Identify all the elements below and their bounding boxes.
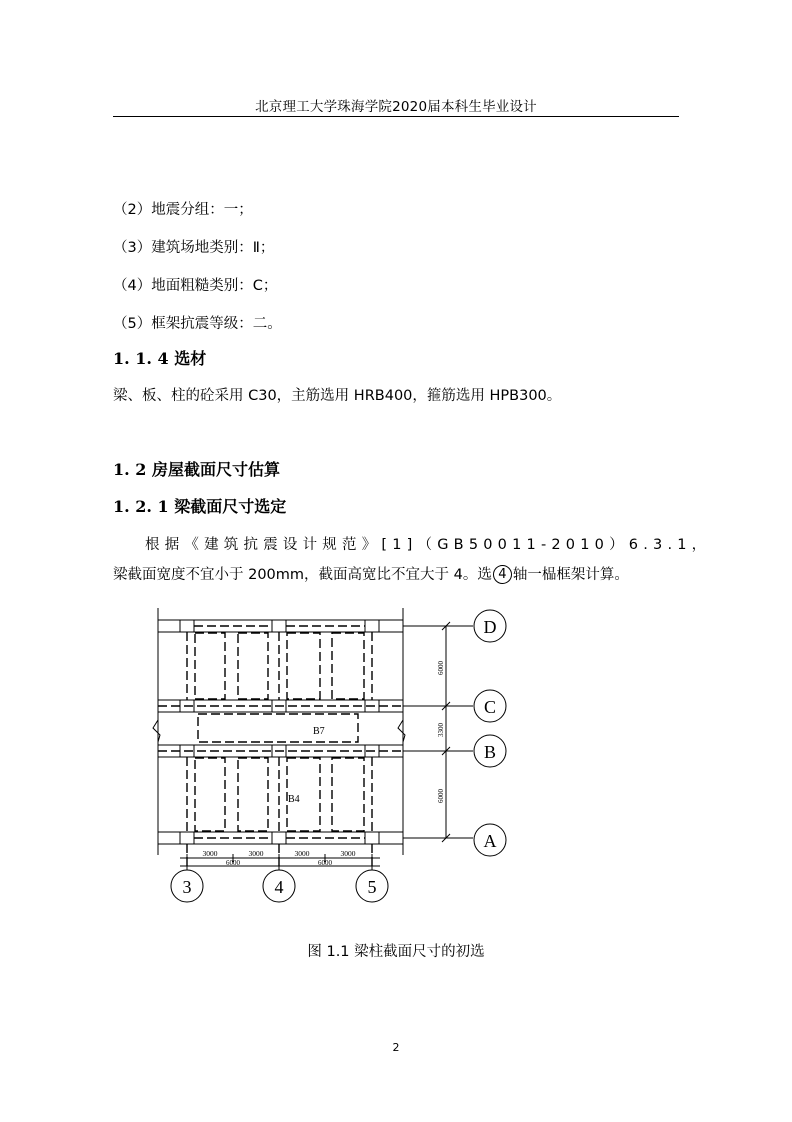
dim-large: 6000 xyxy=(226,859,240,867)
axis-label-row: B xyxy=(483,742,497,762)
axis-label-row: C xyxy=(483,697,497,717)
paragraph-line-1 xyxy=(113,533,712,554)
list-item: （4）地面粗糙类别：C； xyxy=(113,278,278,294)
axis-label-row: A xyxy=(483,831,497,851)
label-b4: B4 xyxy=(288,794,300,805)
circled-axis-number: 4 xyxy=(493,565,512,584)
axis-label-col: 4 xyxy=(274,877,284,897)
materials-text: 梁、板、柱的砼采用 C30，主筋选用 HRB400，箍筋选用 HPB300。 xyxy=(113,388,562,404)
dim-small: 3000 xyxy=(340,849,356,858)
section-heading-1-2: 1. 2 房屋截面尺寸估算 xyxy=(113,460,280,479)
dim-vertical: 6000 xyxy=(437,789,445,803)
dim-large: 6000 xyxy=(318,859,332,867)
section-heading-1-2-1: 1. 2. 1 梁截面尺寸选定 xyxy=(113,497,287,516)
label-b7: B7 xyxy=(313,726,325,737)
list-item: （5）框架抗震等级：二。 xyxy=(113,316,282,332)
paragraph-line-2 xyxy=(113,563,679,584)
dim-small: 3000 xyxy=(294,849,310,858)
figure-caption: 图 1.1 梁柱截面尺寸的初选 xyxy=(307,944,485,960)
dim-vertical: 3300 xyxy=(437,723,445,737)
page-number: 2 xyxy=(392,1041,400,1054)
dim-vertical: 6000 xyxy=(437,661,445,675)
paragraph-text: 梁截面宽度不宜小于 200mm，截面高宽比不宜大于 4。选 xyxy=(113,567,492,583)
paragraph-text: 根据《建筑抗震设计规范》[1]（GB50011-2010）6.3.1， xyxy=(145,537,712,553)
section-heading-1-1-4: 1. 1. 4 选材 xyxy=(113,349,207,368)
list-item: （2）地震分组：一； xyxy=(113,202,253,218)
axis-label-col: 5 xyxy=(367,877,377,897)
axis-label-col: 3 xyxy=(182,877,192,897)
paragraph-text: 轴一榀框架计算。 xyxy=(512,567,629,583)
header-title: 北京理工大学珠海学院2020届本科生毕业设计 xyxy=(255,99,537,115)
dim-small: 3000 xyxy=(248,849,264,858)
header-rule xyxy=(113,116,679,117)
list-item: （3）建筑场地类别：Ⅱ； xyxy=(113,240,275,256)
frame-plan-drawing xyxy=(150,600,520,910)
dim-small: 3000 xyxy=(202,849,218,858)
frame-plan-figure xyxy=(150,600,520,910)
axis-label-row: D xyxy=(483,617,497,637)
